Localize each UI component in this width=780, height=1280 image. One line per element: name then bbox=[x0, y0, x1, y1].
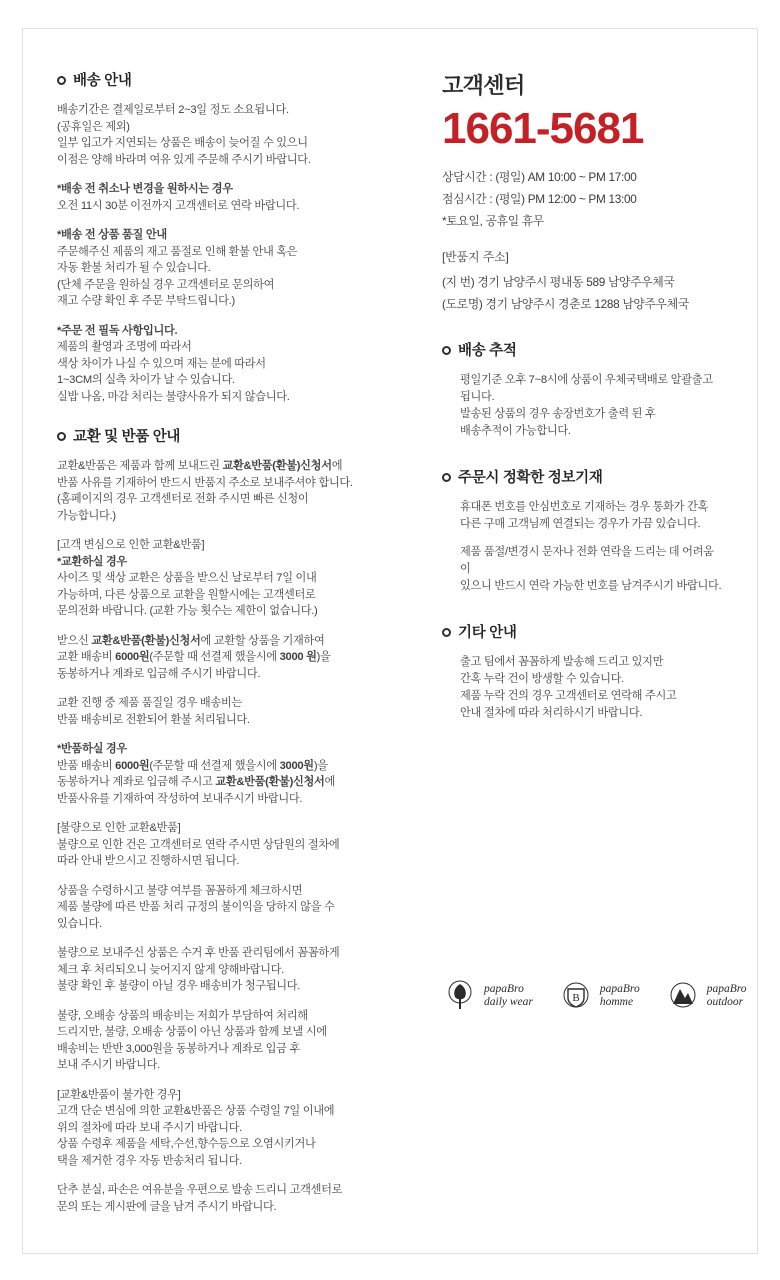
impossible-para-1 bbox=[57, 1103, 394, 1169]
text-line-bold: *배송 전 상품 품질 안내 bbox=[57, 229, 167, 241]
text-line: 불량으로 보내주신 상품은 수거 후 반품 관리팀에서 꼼꼼하게 bbox=[57, 947, 340, 959]
exchange-group-2 bbox=[57, 633, 394, 683]
exchange-group-1 bbox=[57, 554, 394, 620]
text-line: 색상 차이가 나실 수 있으며 재는 분에 따라서 bbox=[57, 357, 266, 370]
text-line: (공휴일은 제외) bbox=[57, 120, 130, 133]
text-line: 오전 11시 30분 이전까지 고객센터로 연락 바랍니다. bbox=[57, 199, 300, 212]
brand-line-2: daily wear bbox=[484, 996, 533, 1008]
defect-para-3 bbox=[57, 945, 394, 995]
etc-section bbox=[442, 621, 723, 722]
text-line: 불량 확인 후 불량이 아닐 경우 배송비가 청구됩니다. bbox=[57, 980, 301, 992]
text-line: 드리지만, 불량, 오배송 상품이 아닌 상품과 함께 보낼 시에 bbox=[57, 1026, 327, 1038]
text-line: 다른 구매 고객님께 연결되는 경우가 가끔 있습니다. bbox=[460, 518, 701, 531]
text-line: 제품 누락 건의 경우 고객센터로 연락해 주시고 bbox=[460, 690, 677, 703]
text-line: *토요일, 공휴일 휴무 bbox=[442, 214, 544, 229]
text-line: 재고 수량 확인 후 주문 부탁드립니다.) bbox=[57, 295, 235, 307]
text-line: 반품 배송비 6000원(주문할 때 선결제 했을시에 3000원)을 bbox=[57, 759, 328, 772]
exchange-group-3 bbox=[57, 695, 394, 728]
tracking-body bbox=[442, 372, 723, 440]
customer-center-phone: 1661-5681 bbox=[442, 104, 644, 153]
text-line: 자동 환불 처리가 될 수 있습니다. bbox=[57, 262, 211, 274]
text-line: (도로명) 경기 남양주시 경춘로 1288 남양주우체국 bbox=[442, 297, 689, 312]
text-line-bold: *반품하실 경우 bbox=[57, 743, 127, 755]
brand-line-1: papaBro bbox=[599, 983, 640, 995]
return-address-heading: [반품지 주소] bbox=[442, 250, 509, 265]
text-line: 있습니다. bbox=[57, 917, 102, 930]
section-title-order-info: 주문시 정확한 정보기재 bbox=[458, 470, 603, 487]
exchange-intro bbox=[57, 458, 394, 524]
customer-center-hours bbox=[442, 168, 723, 230]
section-title-shipping: 배송 안내 bbox=[73, 73, 132, 89]
text-line: 제품 품절/변경시 문자나 전화 연락을 드리는 데 어려움이 bbox=[460, 546, 714, 576]
text-line: 택을 제거한 경우 자동 반송처리 됩니다. bbox=[57, 1154, 242, 1167]
text-line: (지 번) 경기 남양주시 평내동 589 남양주우체국 bbox=[442, 275, 675, 290]
bullet-icon bbox=[442, 473, 451, 482]
tracking-section bbox=[442, 339, 723, 440]
text-line: 상품 수령후 제품을 세탁,수선,향수등으로 오염시키거나 bbox=[57, 1138, 316, 1150]
brand-line-1: papaBro bbox=[706, 983, 747, 995]
text-line: 사이즈 및 색상 교환은 상품을 받으신 날로부터 7일 이내 bbox=[57, 572, 317, 584]
text-line-bold: *교환하실 경우 bbox=[57, 555, 127, 568]
text-line: 출고 팀에서 꼼꼼하게 발송해 드리고 있지만 bbox=[460, 656, 664, 669]
text-line: 교환 배송비 6000원(주문할 때 선결제 했을시에 3000 원)을 bbox=[57, 651, 331, 663]
section-heading-order-info bbox=[442, 466, 723, 487]
text-line: 반품사유를 기재하여 작성하여 보내주시기 바랍니다. bbox=[57, 792, 303, 805]
brand-logo-row bbox=[443, 979, 747, 1013]
return-address bbox=[442, 273, 723, 313]
text-line: 단추 분실, 파손은 여유분을 우편으로 발송 드리니 고객센터로 bbox=[57, 1184, 343, 1196]
crest-icon bbox=[559, 979, 593, 1013]
text-line: 제품 불량에 따른 반품 처리 규정의 불이익을 당하지 않을 수 bbox=[57, 901, 335, 913]
text-line: 불량으로 인한 건은 고객센터로 연락 주시면 상담원의 절차에 bbox=[57, 838, 340, 851]
bullet-icon bbox=[442, 346, 451, 355]
text-line: 위의 절차에 따라 보내 주시기 바랍니다. bbox=[57, 1121, 242, 1134]
text-line: 교환&반품은 제품과 함께 보내드린 교환&반품(환불)신청서에 bbox=[57, 460, 343, 472]
text-line-bold: *주문 전 필독 사항입니다. bbox=[57, 324, 178, 337]
brand-label bbox=[707, 983, 747, 1009]
order-info-body bbox=[442, 499, 723, 595]
text-line: 반품 배송비로 전환되어 환불 처리됩니다. bbox=[57, 713, 250, 726]
text-line: 가능합니다.) bbox=[57, 509, 116, 522]
text-line: 따라 안내 받으시고 진행하시면 됩니다. bbox=[57, 855, 240, 867]
exchange-bracket-impossible: [교환&반품이 불가한 경우] bbox=[57, 1088, 181, 1101]
text-line: 이점은 양해 바라며 여유 있게 주문해 주시기 바랍니다. bbox=[57, 153, 311, 166]
brand-daily-wear bbox=[443, 979, 533, 1013]
brand-outdoor bbox=[666, 979, 747, 1013]
brand-label bbox=[600, 983, 640, 1009]
order-info-section bbox=[442, 466, 723, 595]
shipping-para-1 bbox=[57, 102, 394, 168]
text-line: 가능하며, 다른 상품으로 교환을 원할시에는 고객센터로 bbox=[57, 588, 316, 601]
text-line: 배송비는 반반 3,000원을 동봉하거나 계좌로 입금 후 bbox=[57, 1042, 300, 1055]
brand-line-2: homme bbox=[599, 996, 634, 1008]
section-title-tracking: 배송 추적 bbox=[458, 343, 517, 360]
customer-center-block bbox=[442, 69, 723, 313]
text-line: 받으신 교환&반품(환불)신청서에 교환할 상품을 기재하여 bbox=[57, 634, 325, 647]
shipping-para-4 bbox=[57, 323, 394, 406]
brand-line-1: papaBro bbox=[484, 983, 524, 995]
text-line: 교환 진행 중 제품 품질일 경우 배송비는 bbox=[57, 697, 242, 709]
svg-text:B: B bbox=[572, 992, 580, 1004]
section-title-etc: 기타 안내 bbox=[458, 625, 517, 642]
exchange-body bbox=[57, 458, 394, 1215]
bullet-icon bbox=[57, 432, 66, 441]
mountain-icon bbox=[666, 979, 700, 1013]
bullet-icon bbox=[57, 76, 66, 85]
shipping-para-3 bbox=[57, 227, 394, 310]
section-heading-shipping bbox=[57, 69, 394, 90]
section-heading-tracking bbox=[442, 339, 723, 360]
text-line: 점심시간 : (평일) PM 12:00 ~ PM 13:00 bbox=[442, 192, 637, 207]
customer-center-title: 고객센터 bbox=[442, 73, 525, 98]
text-line: 평일기준 오후 7~8시에 상품이 우체국택배로 알괄출고 됩니다. bbox=[460, 374, 713, 404]
defect-para-1 bbox=[57, 837, 394, 870]
exchange-group-4 bbox=[57, 741, 394, 807]
text-line: 보내 주시기 바랍니다. bbox=[57, 1059, 160, 1071]
section-title-exchange: 교환 및 반품 안내 bbox=[73, 429, 181, 445]
exchange-bracket-defect: [불량으로 인한 교환&반품] bbox=[57, 822, 181, 834]
shipping-body bbox=[57, 102, 394, 405]
tree-icon bbox=[443, 979, 477, 1013]
text-line: 불량, 오배송 상품의 배송비는 저희가 부담하여 처리해 bbox=[57, 1009, 308, 1022]
brand-label bbox=[484, 983, 533, 1009]
brand-line-2: outdoor bbox=[706, 996, 744, 1008]
text-line: 1~3CM의 실측 차이가 날 수 있습니다. bbox=[57, 374, 235, 386]
text-line: 반품 사유를 기재하어 반드시 반품지 주소로 보내주셔야 합니다. bbox=[57, 476, 353, 489]
text-line: (홈페이지의 경우 고객센터로 전화 주시면 빠른 신청이 bbox=[57, 493, 309, 505]
text-line: 일부 입고가 지연되는 상품은 배송이 늦어질 수 있으니 bbox=[57, 137, 308, 149]
text-line-bold: *배송 전 취소나 변경을 원하시는 경우 bbox=[57, 183, 233, 195]
defect-para-2 bbox=[57, 883, 394, 933]
text-line: (단체 주문을 원하실 경우 고객센터로 문의하여 bbox=[57, 278, 275, 291]
text-line: 상담시간 : (평일) AM 10:00 ~ PM 17:00 bbox=[442, 170, 637, 185]
text-line: 동봉하거나 계좌로 입금해 주시기 바랍니다. bbox=[57, 667, 261, 680]
brand-homme bbox=[559, 979, 640, 1013]
etc-body bbox=[442, 654, 723, 722]
text-line: 제품의 촬영과 조명에 따라서 bbox=[57, 341, 192, 353]
impossible-para-2 bbox=[57, 1182, 394, 1215]
text-line: 휴대폰 번호를 안심번호로 기재하는 경우 통화가 간혹 bbox=[460, 501, 709, 514]
shipping-para-2 bbox=[57, 181, 394, 214]
text-line: 상품을 수령하시고 불량 여부를 꼼꼼하게 체크하시면 bbox=[57, 884, 303, 897]
text-line: 주문해주신 제품의 재고 품절로 인해 환불 안내 혹은 bbox=[57, 245, 298, 258]
text-line: 실밥 나옴, 마감 처리는 불량사유가 되지 않습니다. bbox=[57, 390, 290, 403]
section-heading-exchange bbox=[57, 425, 394, 446]
text-line: 동봉하거나 계좌로 입금해 주시고 교환&반품(환불)신청서에 bbox=[57, 776, 336, 788]
text-line: 안내 절차에 따라 처리하시기 바랍니다. bbox=[460, 707, 643, 720]
text-line: 간혹 누락 건이 방생할 수 있습니다. bbox=[460, 673, 624, 686]
text-line: 고객 단순 변심에 의한 교환&반품은 상품 수령일 7일 이내에 bbox=[57, 1105, 335, 1117]
right-column bbox=[412, 69, 723, 1223]
defect-para-4 bbox=[57, 1008, 394, 1074]
text-line: 배송기간은 결제일로부터 2~3일 정도 소요됩니다. bbox=[57, 104, 289, 116]
text-line: 문의 또는 게시판에 글을 남겨 주시기 바랍니다. bbox=[57, 1200, 277, 1213]
text-line: 있으니 반드시 연락 가능한 번호를 남겨주시기 바랍니다. bbox=[460, 580, 722, 593]
text-line: 문의전화 바랍니다. (교환 가능 횟수는 제한이 없습니다.) bbox=[57, 605, 318, 617]
text-line: 체크 후 처리되오니 늦어지지 않게 양해바랍니다. bbox=[57, 963, 284, 976]
left-column bbox=[57, 69, 412, 1223]
exchange-bracket-customer: [고객 변심으로 인한 교환&반품] bbox=[57, 539, 205, 551]
text-line: 발송된 상품의 경우 송장번호가 출력 된 후 bbox=[460, 408, 656, 421]
info-sheet bbox=[22, 28, 758, 1254]
text-line: 배송추적이 가능합니다. bbox=[460, 425, 571, 438]
section-heading-etc bbox=[442, 621, 723, 642]
bullet-icon bbox=[442, 628, 451, 637]
